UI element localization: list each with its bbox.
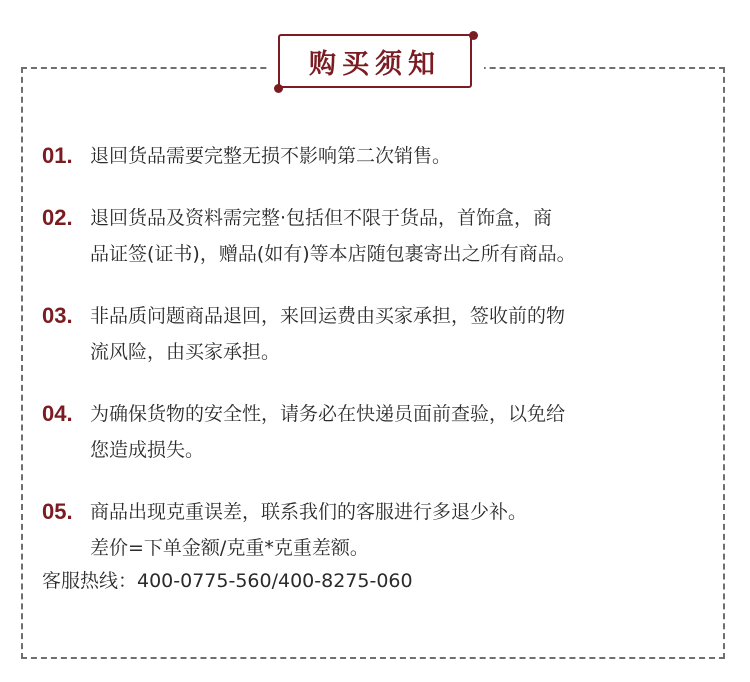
notice-line: 品证签(证书)，赠品(如有)等本店随包裹寄出之所有商品。 <box>90 243 576 265</box>
page-title: 购买须知 <box>309 48 441 80</box>
notice-item <box>42 298 712 370</box>
notice-line: 为确保货物的安全性，请务必在快递员面前查验，以免给 <box>90 403 566 425</box>
notice-list <box>42 138 712 592</box>
decor-dot-icon <box>274 84 283 93</box>
service-hotline: 客服热线：400-0775-560/400-8275-060 <box>42 570 413 592</box>
title-box <box>278 34 472 88</box>
notice-item <box>42 494 712 566</box>
notice-text <box>90 138 451 174</box>
notice-text <box>90 298 565 370</box>
decor-dot-icon <box>469 31 478 40</box>
notice-number: 04. <box>42 401 73 426</box>
notice-line: 退回货品及资料需完整·包括但不限于货品，首饰盒，商 <box>90 207 553 229</box>
notice-text <box>90 494 527 566</box>
notice-line: 流风险，由买家承担。 <box>90 341 281 363</box>
notice-line: 您造成损失。 <box>90 439 205 461</box>
title-badge <box>268 28 484 96</box>
notice-item <box>42 200 712 272</box>
notice-item <box>42 138 712 174</box>
notice-text <box>90 396 565 468</box>
notice-text <box>90 200 576 272</box>
notice-number: 05. <box>42 499 73 524</box>
notice-line: 退回货品需要完整无损不影响第二次销售。 <box>90 145 452 167</box>
notice-item <box>42 396 712 468</box>
notice-number: 02. <box>42 205 73 230</box>
notice-line: 非品质问题商品退回，来回运费由买家承担，签收前的物 <box>90 305 566 327</box>
notice-number: 01. <box>42 143 73 168</box>
notice-line: 商品出现克重误差，联系我们的客服进行多退少补。 <box>90 501 528 523</box>
notice-number: 03. <box>42 303 73 328</box>
notice-line: 差价=下单金额/克重*克重差额。 <box>90 537 369 559</box>
